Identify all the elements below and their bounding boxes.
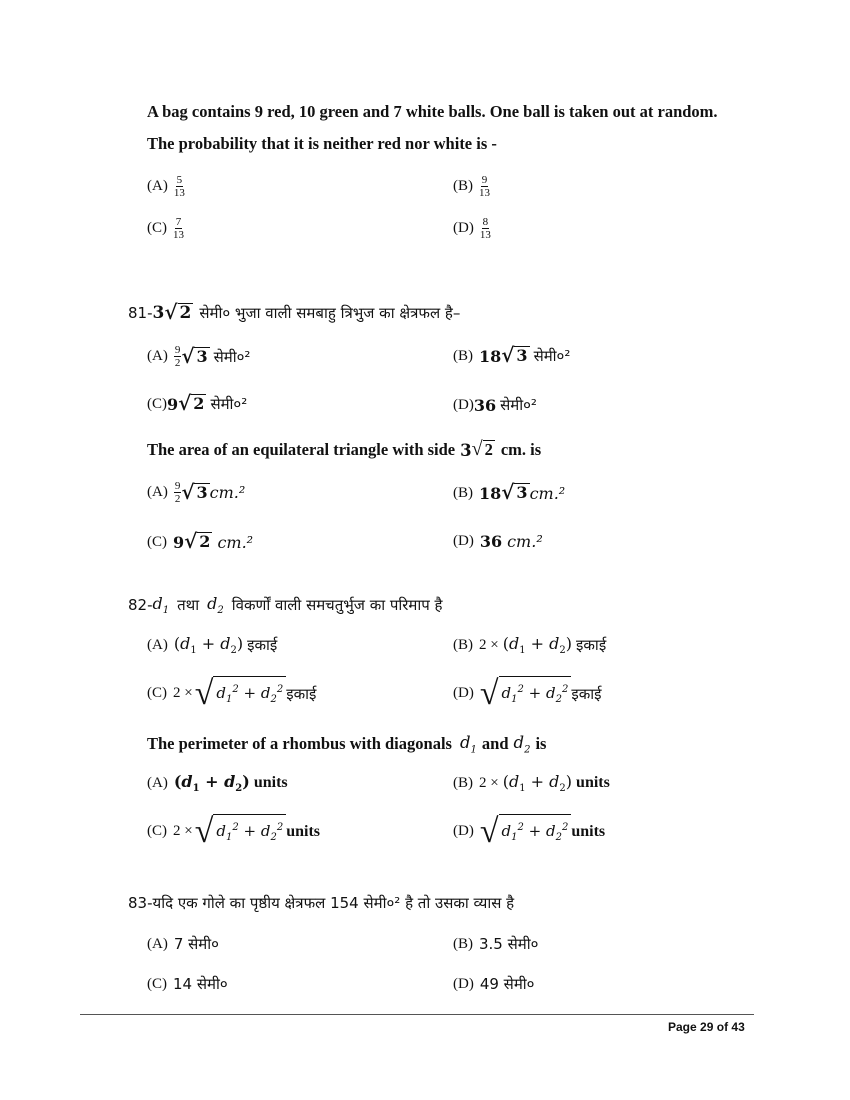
q82-hi-option-d: (D) √ $d_1^2 + d_2^2$ इकाई: [453, 675, 602, 712]
q81-en-option-b: (B) 18 √ 3 cm.²: [453, 480, 566, 504]
fraction: $\frac{7}{13}$: [173, 216, 184, 241]
fraction: $\frac{8}{13}$: [479, 216, 491, 241]
q81-hi-option-b: (B) 18 √ 3 सेमी०²: [453, 343, 571, 367]
q82-hi-option-a: (A) $(d_1 + d_2)$ इकाई: [147, 634, 278, 657]
q81-hi-option-a: (A) $\frac{9}{2}$ √ 3 सेमी०²: [147, 343, 251, 369]
q83-option-a: (A) 7 सेमी०: [147, 935, 219, 953]
q80-option-d: (D) $\frac{8}{13}$: [453, 216, 491, 241]
q81-question-english: The area of an equilateral triangle with side 3 √ 2 cm. is: [147, 438, 542, 460]
q82-hi-option-c: (C) 2 × √ $d_1^2 + d_2^2$ इकाई: [147, 675, 317, 712]
q83-option-b: (B) 3.5 सेमी०: [453, 935, 539, 953]
q80-option-a: (A) $\frac{5}{13}$: [147, 174, 185, 199]
fraction: $\frac{9}{13}$: [479, 174, 490, 199]
q81-hi-option-c: (C) 9 √ 2 सेमी०²: [147, 391, 248, 415]
q82-en-option-a: (A) $(d_1 + d_2)$ units: [147, 772, 288, 795]
page-number: Page 29 of 43: [668, 1020, 745, 1034]
q82-hi-option-b: (B) 2 × $(d_1 + d_2)$ इकाई: [453, 634, 607, 657]
q80-option-b: (B) $\frac{9}{13}$: [453, 174, 490, 199]
q83-option-c: (C) 14 सेमी०: [147, 975, 228, 993]
q82-en-option-d: (D) √ $d_1^2 + d_2^2$ units: [453, 813, 606, 850]
fraction: $\frac{5}{13}$: [173, 174, 185, 199]
q82-question-hindi: 82- $d_1$ तथा $d_2$ विकर्णों वाली समचतुर्भुज का परिमाप है: [128, 594, 443, 617]
footer-divider: [80, 1014, 754, 1015]
q82-en-option-c: (C) 2 × √ $d_1^2 + d_2^2$ units: [147, 813, 321, 850]
q82-en-option-b: (B) 2 × $(d_1 + d_2)$ units: [453, 772, 610, 795]
q81-en-option-d: (D) 36 cm.²: [453, 532, 543, 551]
q81-question-hindi: 81- 3 √ 2 सेमी० भुजा वाली समबाहु त्रिभुज का क्षेत्रफल है–: [128, 300, 461, 324]
q80-line2: The probability that it is neither red nor white is -: [147, 134, 497, 153]
q80-line1: A bag contains 9 red, 10 green and 7 white balls. One ball is taken out at random.: [147, 102, 718, 121]
q82-question-english: The perimeter of a rhombus with diagonals $d_1$ and $d_2$ is: [147, 733, 547, 756]
q80-option-c: (C) $\frac{7}{13}$: [147, 216, 184, 241]
q81-en-option-c: (C) 9 √ 2 cm.²: [147, 529, 254, 553]
q81-hi-option-d: (D) 36 सेमी०²: [453, 395, 537, 415]
q83-question-hindi: 83-यदि एक गोले का पृष्ठीय क्षेत्रफल 154 सेमी०² है तो उसका व्यास है: [128, 894, 515, 912]
q83-option-d: (D) 49 सेमी०: [453, 975, 535, 993]
q81-en-option-a: (A) $\frac{9}{2}$ √ 3 cm.²: [147, 479, 246, 505]
